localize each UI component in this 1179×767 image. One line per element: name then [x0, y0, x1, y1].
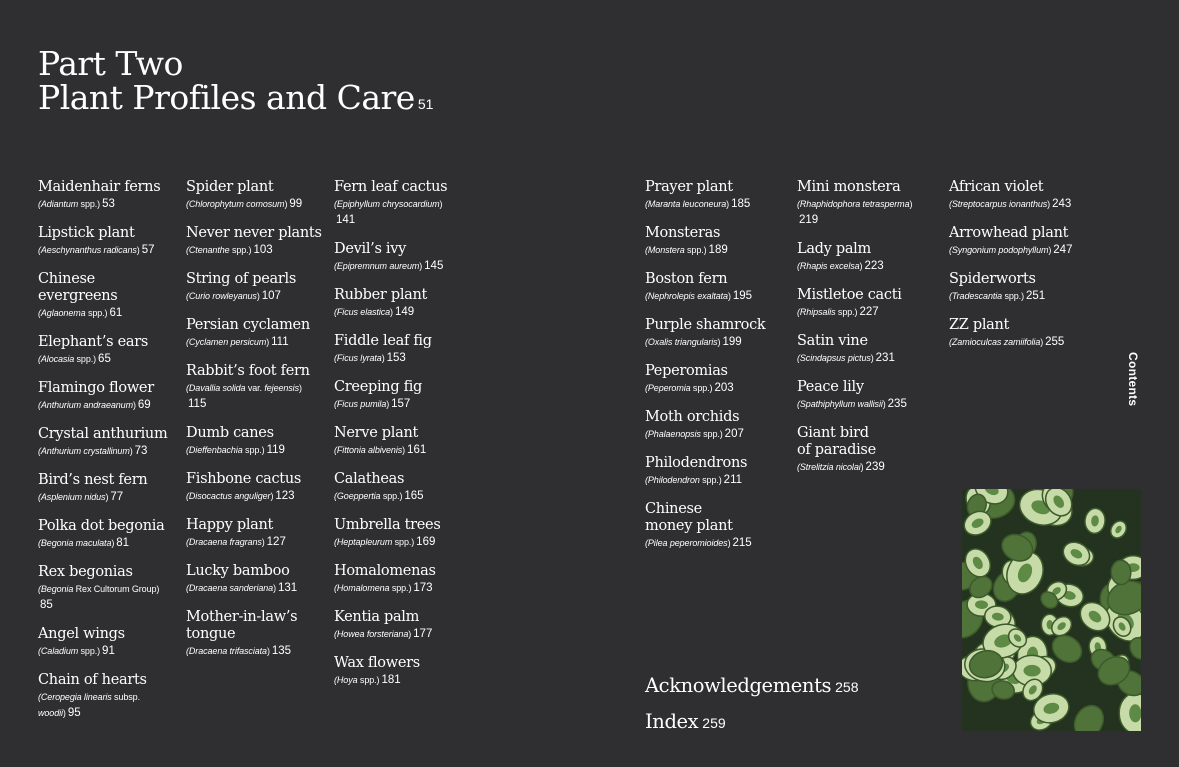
page-number: 131 [277, 582, 298, 594]
plant-name: African violet [949, 179, 1044, 195]
scientific-name: (Aglaonema spp.) [38, 308, 108, 318]
page-number: 135 [271, 645, 292, 657]
scientific-name: (Caladium spp.) [38, 646, 101, 656]
scientific-name: (Dieffenbachia spp.) [186, 445, 265, 455]
plant-name: Polka dot begonia [38, 518, 165, 534]
scientific-name: (Davallia solida var. fejeensis) [186, 383, 302, 393]
page-number: 195 [732, 290, 753, 302]
plant-name: Homalomenas [334, 563, 436, 579]
scientific-name: (Howea forsteriana) [334, 629, 412, 639]
page-number: 231 [875, 352, 895, 364]
contents-entry[interactable] [949, 271, 1094, 304]
page-number: 189 [708, 244, 728, 256]
page-number: 65 [98, 353, 111, 365]
page-number: 123 [275, 490, 295, 502]
plant-name: Wax flowers [334, 655, 420, 671]
contents-entry[interactable] [645, 363, 790, 396]
contents-entry[interactable] [38, 426, 178, 459]
contents-entry[interactable] [334, 179, 474, 228]
contents-entry[interactable] [38, 380, 178, 413]
contents-entry[interactable] [334, 655, 474, 688]
scientific-name: (Anthurium andraeanum) [38, 400, 136, 410]
page-number: 211 [723, 474, 743, 486]
page-number: 111 [271, 336, 289, 348]
plant-name: Monsteras [645, 225, 721, 241]
plant-name: Peace lily [797, 379, 864, 395]
scientific-name: (Dracaena trifasciata) [186, 646, 270, 656]
contents-entry[interactable] [645, 317, 790, 350]
contents-entry[interactable] [949, 179, 1094, 212]
contents-entry[interactable] [797, 333, 942, 366]
contents-entry[interactable] [797, 287, 942, 320]
scientific-name: (Goeppertia spp.) [334, 491, 403, 501]
scientific-name: (Chlorophytum comosum) [186, 199, 288, 209]
plant-photo [962, 489, 1141, 731]
page-number: 149 [394, 306, 415, 318]
page-number: 255 [1045, 336, 1065, 348]
plant-name: Rubber plant [334, 287, 428, 303]
scientific-name: (Ficus pumila) [334, 399, 390, 409]
page-number: 69 [137, 399, 151, 411]
plant-name: Chain of hearts [38, 672, 147, 688]
scientific-name: (Rhaphidophora tetrasperma) [797, 199, 913, 209]
contents-side-tab: Contents [1126, 352, 1140, 407]
plant-name: Mini monstera [797, 179, 901, 195]
page-number: 227 [859, 306, 879, 318]
page-number: 177 [413, 628, 433, 640]
scientific-name: (Oxalis triangularis) [645, 337, 721, 347]
index-page: 259 [702, 715, 726, 731]
page-number: 145 [424, 260, 444, 272]
page-number: 53 [102, 198, 115, 210]
plant-name: Arrowhead plant [949, 225, 1069, 241]
scientific-name: (Begonia maculata) [38, 538, 115, 548]
scientific-name: (Phalaenopsis spp.) [645, 429, 723, 439]
scientific-name: (Tradescantia spp.) [949, 291, 1024, 301]
scientific-name: (Spathiphyllum wallisii) [797, 399, 886, 409]
index-label: Index [645, 710, 699, 733]
scientific-name: (Alocasia spp.) [38, 354, 97, 364]
page-number: 215 [732, 537, 752, 549]
plant-name: String of pearls [186, 271, 296, 287]
plant-name: Dumb canes [186, 425, 274, 441]
contents-entry[interactable] [186, 225, 328, 258]
scientific-name: (Hoya spp.) [334, 675, 380, 685]
page-number: 207 [724, 428, 744, 440]
scientific-name: (Pilea peperomioides) [645, 538, 731, 548]
contents-entry[interactable] [186, 471, 328, 504]
plant-name: Elephant’s ears [38, 334, 148, 350]
plant-name: Kentia palm [334, 609, 420, 625]
contents-entry[interactable] [38, 334, 178, 367]
contents-entry[interactable] [186, 517, 328, 550]
scientific-name: (Anthurium crystallinum) [38, 446, 133, 456]
scientific-name: (Asplenium nidus) [38, 492, 109, 502]
plant-name: Fiddle leaf fig [334, 333, 432, 349]
contents-entry[interactable] [334, 287, 474, 320]
contents-entry[interactable] [186, 563, 328, 596]
plant-name: Nerve plant [334, 425, 419, 441]
plant-name: Chinese money plant [645, 501, 733, 534]
scientific-name: (Strelitzia nicolai) [797, 462, 864, 472]
contents-entry[interactable] [186, 317, 328, 350]
page-number: 99 [289, 198, 303, 210]
acknowledgements-label: Acknowledgements [645, 674, 832, 697]
plant-name: Happy plant [186, 517, 274, 533]
scientific-name: (Cyclamen persicum) [186, 337, 270, 347]
page-number: 199 [722, 336, 742, 348]
page-number: 203 [714, 382, 734, 394]
plant-name: Umbrella trees [334, 517, 441, 533]
scientific-name: (Peperomia spp.) [645, 383, 713, 393]
page-number: 127 [266, 536, 286, 548]
scientific-name: (Zamioculcas zamiifolia) [949, 337, 1044, 347]
page-number: 85 [40, 599, 53, 611]
scientific-name: (Fittonia albivenis) [334, 445, 406, 455]
contents-entry[interactable] [38, 564, 178, 613]
contents-entry[interactable] [334, 517, 474, 550]
scientific-name: (Scindapsus pictus) [797, 353, 874, 363]
plant-name: Crystal anthurium [38, 426, 168, 442]
contents-column-2 [186, 179, 328, 672]
scientific-name: (Ficus elastica) [334, 307, 393, 317]
contents-entry[interactable] [38, 225, 178, 258]
scientific-name: (Syngonium podophyllum) [949, 245, 1052, 255]
contents-entry[interactable]: Chain of hearts (Ceropegia linearis subsp. woodii) 95 [38, 672, 178, 721]
page-number: 77 [110, 491, 124, 503]
page-number: 251 [1026, 290, 1046, 302]
plant-name: Giant bird of paradise [797, 425, 876, 458]
scientific-name: (Disocactus anguliger) [186, 491, 274, 501]
scientific-name: (Ctenanthe spp.) [186, 245, 252, 255]
plant-name: Spiderworts [949, 271, 1036, 287]
scientific-name: (Begonia Rex Cultorum Group) [38, 584, 160, 594]
scientific-name: (Monstera spp.) [645, 245, 707, 255]
scientific-name: (Heptapleurum spp.) [334, 537, 415, 547]
contents-entry[interactable] [334, 425, 474, 458]
contents-entry[interactable] [38, 626, 178, 659]
page-number: 73 [134, 445, 148, 457]
contents-entry[interactable] [949, 317, 1094, 350]
part-title: Plant Profiles and Care [38, 78, 415, 117]
page-number: 219 [799, 214, 819, 226]
plant-name: Lucky bamboo [186, 563, 290, 579]
plant-name: Fishbone cactus [186, 471, 302, 487]
contents-entry[interactable] [38, 472, 178, 505]
plant-name: Fern leaf cactus [334, 179, 448, 195]
contents-entry[interactable] [797, 241, 942, 274]
page-number: 181 [381, 674, 401, 686]
scientific-name: (Aeschynanthus radicans) [38, 245, 140, 255]
index-entry[interactable] [645, 710, 726, 733]
page-number: 81 [116, 537, 130, 549]
plant-name: Mistletoe cacti [797, 287, 902, 303]
contents-entry[interactable] [186, 363, 328, 412]
contents-entry[interactable] [645, 455, 790, 488]
scientific-name: (Adiantum spp.) [38, 199, 101, 209]
contents-entry[interactable] [334, 379, 474, 412]
contents-column-6 [949, 179, 1094, 363]
page-number: 165 [404, 490, 424, 502]
contents-column-4 [645, 179, 790, 564]
page-number: 243 [1052, 198, 1072, 210]
page-number: 91 [102, 645, 115, 657]
plant-name: Flamingo flower [38, 380, 154, 396]
page-number: 57 [141, 244, 155, 256]
plant-name: Devil’s ivy [334, 241, 407, 257]
plant-name: Chinese evergreens [38, 271, 118, 304]
page-number: 153 [386, 352, 406, 364]
leaf-pattern-image [962, 489, 1141, 731]
plant-name: Lipstick plant [38, 225, 135, 241]
scientific-name: (Maranta leuconeura) [645, 199, 730, 209]
contents-entry[interactable] [334, 609, 474, 642]
plant-name: Mother-in-law’s tongue [186, 609, 298, 642]
scientific-name: (Rhapis excelsa) [797, 261, 863, 271]
contents-entry[interactable] [949, 225, 1094, 258]
plant-name: Angel wings [38, 626, 125, 642]
scientific-name: (Ceropegia linearis subsp. [38, 692, 140, 702]
page-number: 61 [109, 307, 123, 319]
plant-name: Spider plant [186, 179, 274, 195]
contents-entry[interactable] [645, 225, 790, 258]
page-number: 185 [731, 198, 751, 210]
contents-entry[interactable] [186, 271, 328, 304]
scientific-name: (Curio rowleyanus) [186, 291, 260, 301]
plant-name: Persian cyclamen [186, 317, 310, 333]
page-number: 141 [336, 214, 356, 226]
part-number: Part Two [38, 44, 183, 83]
page-number: 119 [266, 444, 285, 456]
scientific-name: (Dracaena fragrans) [186, 537, 265, 547]
contents-entry[interactable] [645, 409, 790, 442]
contents-column-3 [334, 179, 474, 701]
plant-name: Philodendrons [645, 455, 748, 471]
scientific-name: (Epipremnum aureum) [334, 261, 423, 271]
page-number: 161 [407, 444, 427, 456]
scientific-name: (Ficus lyrata) [334, 353, 385, 363]
plant-name: Maidenhair ferns [38, 179, 161, 195]
page-number: 169 [416, 536, 436, 548]
plant-name: Bird’s nest fern [38, 472, 148, 488]
contents-entry[interactable] [645, 179, 790, 212]
plant-name: Peperomias [645, 363, 728, 379]
plant-name: Satin vine [797, 333, 868, 349]
contents-entry[interactable] [38, 179, 178, 212]
plant-name: Calatheas [334, 471, 405, 487]
page-number: 95 [67, 707, 81, 719]
acknowledgements-entry[interactable] [645, 674, 858, 697]
part-page-number: 51 [417, 96, 434, 112]
plant-name: Rabbit’s foot fern [186, 363, 310, 379]
part-heading [38, 44, 434, 121]
contents-column-1 [38, 179, 178, 734]
plant-name: Boston fern [645, 271, 728, 287]
contents-entry[interactable] [186, 425, 328, 458]
page-number: 247 [1053, 244, 1073, 256]
contents-entry[interactable] [645, 271, 790, 304]
page-number: 223 [864, 260, 884, 272]
contents-column-5 [797, 179, 942, 488]
page-number: 157 [391, 398, 411, 410]
page-number: 235 [887, 398, 907, 410]
contents-entry[interactable] [645, 501, 790, 551]
plant-name: Never never plants [186, 225, 322, 241]
plant-name: ZZ plant [949, 317, 1010, 333]
acknowledgements-page: 258 [835, 679, 859, 695]
scientific-name: (Dracaena sanderiana) [186, 583, 276, 593]
page-number: 107 [261, 290, 281, 302]
page-number: 103 [253, 244, 273, 256]
plant-name: Prayer plant [645, 179, 733, 195]
contents-entry[interactable] [38, 271, 178, 321]
plant-name: Lady palm [797, 241, 871, 257]
scientific-name: (Epiphyllum chrysocardium) [334, 199, 443, 209]
contents-entry[interactable] [38, 518, 178, 551]
page-number: 173 [413, 582, 433, 594]
scientific-name: (Philodendron spp.) [645, 475, 722, 485]
contents-entry[interactable] [797, 379, 942, 412]
scientific-name: (Homalomena spp.) [334, 583, 412, 593]
plant-name: Purple shamrock [645, 317, 766, 333]
scientific-name: (Nephrolepis exaltata) [645, 291, 731, 301]
plant-name: Rex begonias [38, 564, 133, 580]
contents-entry[interactable] [797, 425, 942, 475]
scientific-name: (Rhipsalis spp.) [797, 307, 858, 317]
contents-entry[interactable] [334, 333, 474, 366]
plant-name: Creeping fig [334, 379, 423, 395]
contents-entry[interactable] [186, 609, 328, 659]
page-number: 239 [865, 461, 885, 473]
contents-entry[interactable] [334, 471, 474, 504]
scientific-name: (Streptocarpus ionanthus) [949, 199, 1051, 209]
contents-entry[interactable] [797, 179, 942, 228]
page-number: 115 [188, 398, 207, 410]
contents-entry[interactable] [186, 179, 328, 212]
contents-entry[interactable] [334, 563, 474, 596]
plant-name: Moth orchids [645, 409, 740, 425]
contents-entry[interactable] [334, 241, 474, 274]
